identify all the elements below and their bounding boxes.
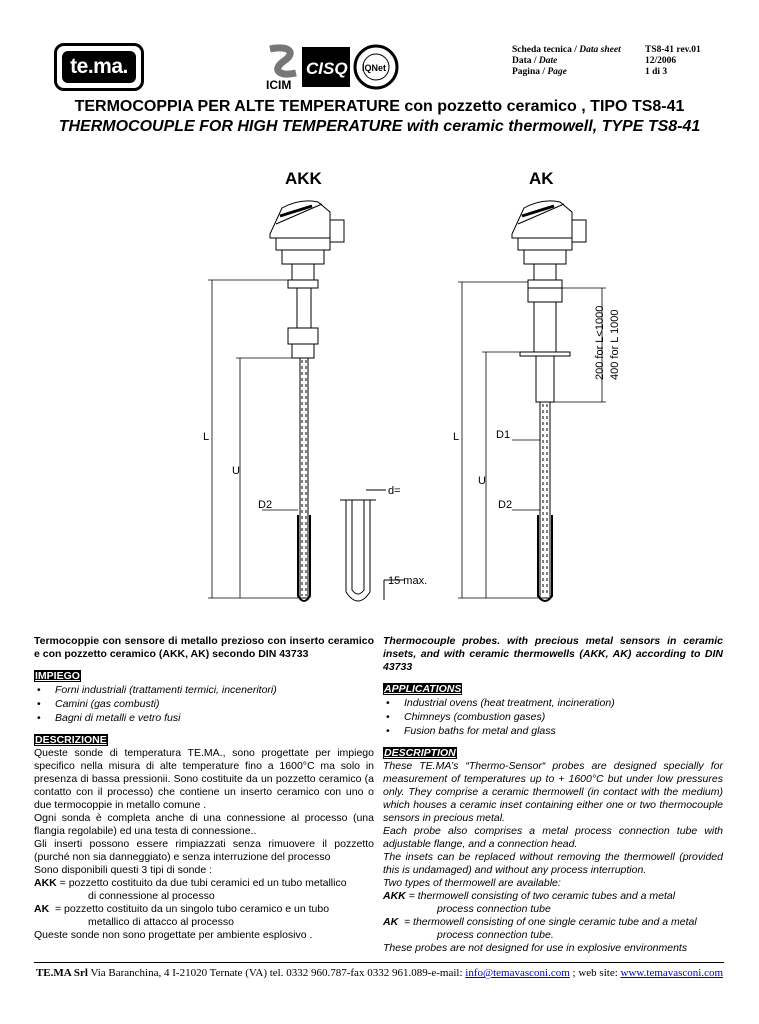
def-key: AK	[34, 903, 50, 915]
iqnet-mark: IQNet	[362, 63, 387, 73]
ak-connection-head	[512, 201, 586, 302]
dim-l-left: L	[203, 431, 210, 443]
def-akk	[34, 877, 374, 903]
icim-mark: ICIM	[266, 78, 292, 91]
ak-dimensions	[458, 282, 606, 598]
desc-paragraph: Gli inserti possono essere rimpiazzati senza rimuovere il pozzetto (purché non sia danneggiato) e senza interruzione del processo	[34, 838, 374, 863]
def-key: AKK	[34, 877, 57, 889]
title-english: THERMOCOUPLE FOR HIGH TEMPERATURE with ceramic thermowell, TYPE TS8-41	[58, 118, 701, 135]
dim-l-right: L	[453, 431, 460, 443]
list-item: • Bagni di metalli e vetro fusi	[55, 712, 374, 725]
company-logo	[54, 43, 144, 91]
footer-mid: ; web site:	[569, 967, 621, 979]
list-item: • Forni industriali (trattamenti termici, inceneritori)	[55, 684, 374, 697]
applications-heading: APPLICATIONS	[384, 683, 462, 695]
impiego-heading: IMPIEGO	[35, 670, 80, 682]
list-item: • Industrial ovens (heat treatment, incineration)	[404, 697, 723, 710]
meta-label: Pagina	[512, 67, 540, 77]
applications-list	[383, 697, 723, 738]
desc-paragraph: Sono disponibili questi 3 tipi di sonde :	[34, 864, 213, 876]
desc-paragraph: Two types of thermowell are available:	[383, 877, 561, 889]
logo-text: te.ma.	[62, 51, 136, 83]
meta-label-en: Data sheet	[579, 45, 621, 55]
def-akk	[383, 890, 723, 916]
impiego-list	[34, 684, 374, 725]
def-text: = pozzetto costituito da due tubi ceramici ed un tubo metallico	[59, 877, 347, 889]
def-text: = pozzetto costituito da un singolo tubo ceramico e un tubo	[49, 903, 330, 915]
italian-lead: Termocoppie con sensore di metallo prezioso con inserto ceramico e con pozzetto ceramico (AKK, AK) secondo DIN 43733	[34, 635, 374, 660]
meta-label: Scheda tecnica	[512, 45, 572, 55]
certification-logos	[264, 43, 402, 91]
descrizione-heading: DESCRIZIONE	[35, 734, 107, 746]
dim-u-left: U	[232, 465, 240, 477]
dim-d1: D1	[496, 429, 511, 441]
dim-max-detail: 15 max.	[388, 575, 428, 587]
desc-paragraph: Each probe also comprises a metal process connection tube with adjustable flange, and a connection head.	[383, 825, 723, 850]
footer-address: Via Baranchina, 4 I-21020 Ternate (VA) tel. 0332 960.787-fax 0332 961.089-e-mail:	[87, 967, 466, 979]
dim-u-right: U	[478, 475, 486, 487]
def-text: = thermowell consisting of two ceramic tubes and a metal	[408, 890, 676, 902]
dim-400: 400 for L 1000	[609, 309, 621, 380]
desc-paragraph: The insets can be replaced without removing the thermowell (provided this is undamaged) and without any process interruption.	[383, 851, 723, 876]
desc-paragraph: Queste sonde di temperatura TE.MA., sono progettate per impiego specifico nella misura di alte temperature fino a 1600°C ma solo in presenza di bassa pressionii. Sono costituite da un pozzetto ceramico (a contatto con il processo) che contiene un inserto ceramico con uno o due termocoppie in metallo comune .	[34, 747, 374, 811]
def-key: AKK	[383, 890, 406, 902]
meta-label-en: Page	[547, 67, 567, 77]
akk-dimensions	[208, 280, 298, 598]
meta-label-en: Date	[538, 56, 558, 66]
list-item: • Camini (gas combusti)	[55, 698, 374, 711]
english-lead: Thermocouple probes. with precious metal sensors in ceramic insets, and with ceramic thermowells (AKK, AK) according to DIN 43733	[383, 635, 723, 673]
dim-d2-left: D2	[258, 499, 273, 511]
desc-paragraph: Ogni sonda è completa anche di una connessione al processo (una flangia regolabile) ed una testa di connessione..	[34, 812, 374, 837]
desc-paragraph: These probes are not designed for use in explosive environments	[383, 942, 688, 954]
cisq-mark: CISQ	[306, 59, 348, 78]
description-heading: DESCRIPTION	[384, 747, 456, 759]
akk-probe-shaft	[288, 288, 318, 601]
ak-label: AK	[529, 169, 554, 188]
def-text-cont: metallico di attacco al processo	[88, 916, 234, 928]
list-item: • Fusion baths for metal and glass	[404, 725, 723, 738]
footer	[0, 967, 759, 979]
def-ak	[34, 903, 374, 929]
akk-connection-head	[270, 201, 344, 288]
website-link[interactable]: www.temavasconi.com	[620, 967, 724, 979]
desc-paragraph: Queste sonde non sono progettate per ambiente esplosivo .	[34, 929, 313, 941]
footer-company: TE.MA Srl	[35, 967, 88, 979]
footer-divider	[34, 962, 724, 963]
desc-paragraph: These TE.MA’s “Thermo-Sensor“ probes are designed specially for measurement of temperatures up to + 1600°C but under low pressures only. They comprise a ceramic thermowell (in contact with the medium) which houses a ceramic inset containing either one or two thermocouple sensors in precious metal.	[383, 760, 723, 824]
meta-value: 12/2006	[645, 56, 677, 66]
meta-label: Data	[512, 56, 532, 66]
def-text-cont: process connection tube.	[437, 929, 554, 941]
meta-value: 1 di 3	[645, 67, 668, 77]
italian-column	[34, 635, 374, 942]
def-text-cont: process connection tube	[437, 903, 551, 915]
document-meta: Scheda tecnica / Data sheet TS8-41 rev.01 Data / Date 12/2006 Pagina / Page 1 di 3	[512, 45, 701, 77]
email-link[interactable]: info@temavasconi.com	[465, 967, 570, 979]
def-text: = thermowell consisting of one single ceramic tube and a metal	[398, 916, 697, 928]
list-item: • Chimneys (combustion gases)	[404, 711, 723, 724]
english-column	[383, 635, 723, 955]
title-italian: TERMOCOPPIA PER ALTE TEMPERATURE con pozzetto ceramico , TIPO TS8-41	[74, 98, 685, 115]
dim-d-detail: d=	[388, 485, 401, 497]
technical-drawing	[170, 160, 759, 620]
akk-label: AKK	[285, 169, 322, 188]
def-ak	[383, 916, 723, 942]
dim-d2-right: D2	[498, 499, 513, 511]
def-key: AK	[383, 916, 399, 928]
def-text-cont: di connessione al processo	[88, 890, 215, 902]
dim-200: 200 for L<1000	[594, 305, 606, 380]
meta-value: TS8-41 rev.01	[645, 45, 701, 55]
ak-probe-shaft	[520, 302, 570, 601]
